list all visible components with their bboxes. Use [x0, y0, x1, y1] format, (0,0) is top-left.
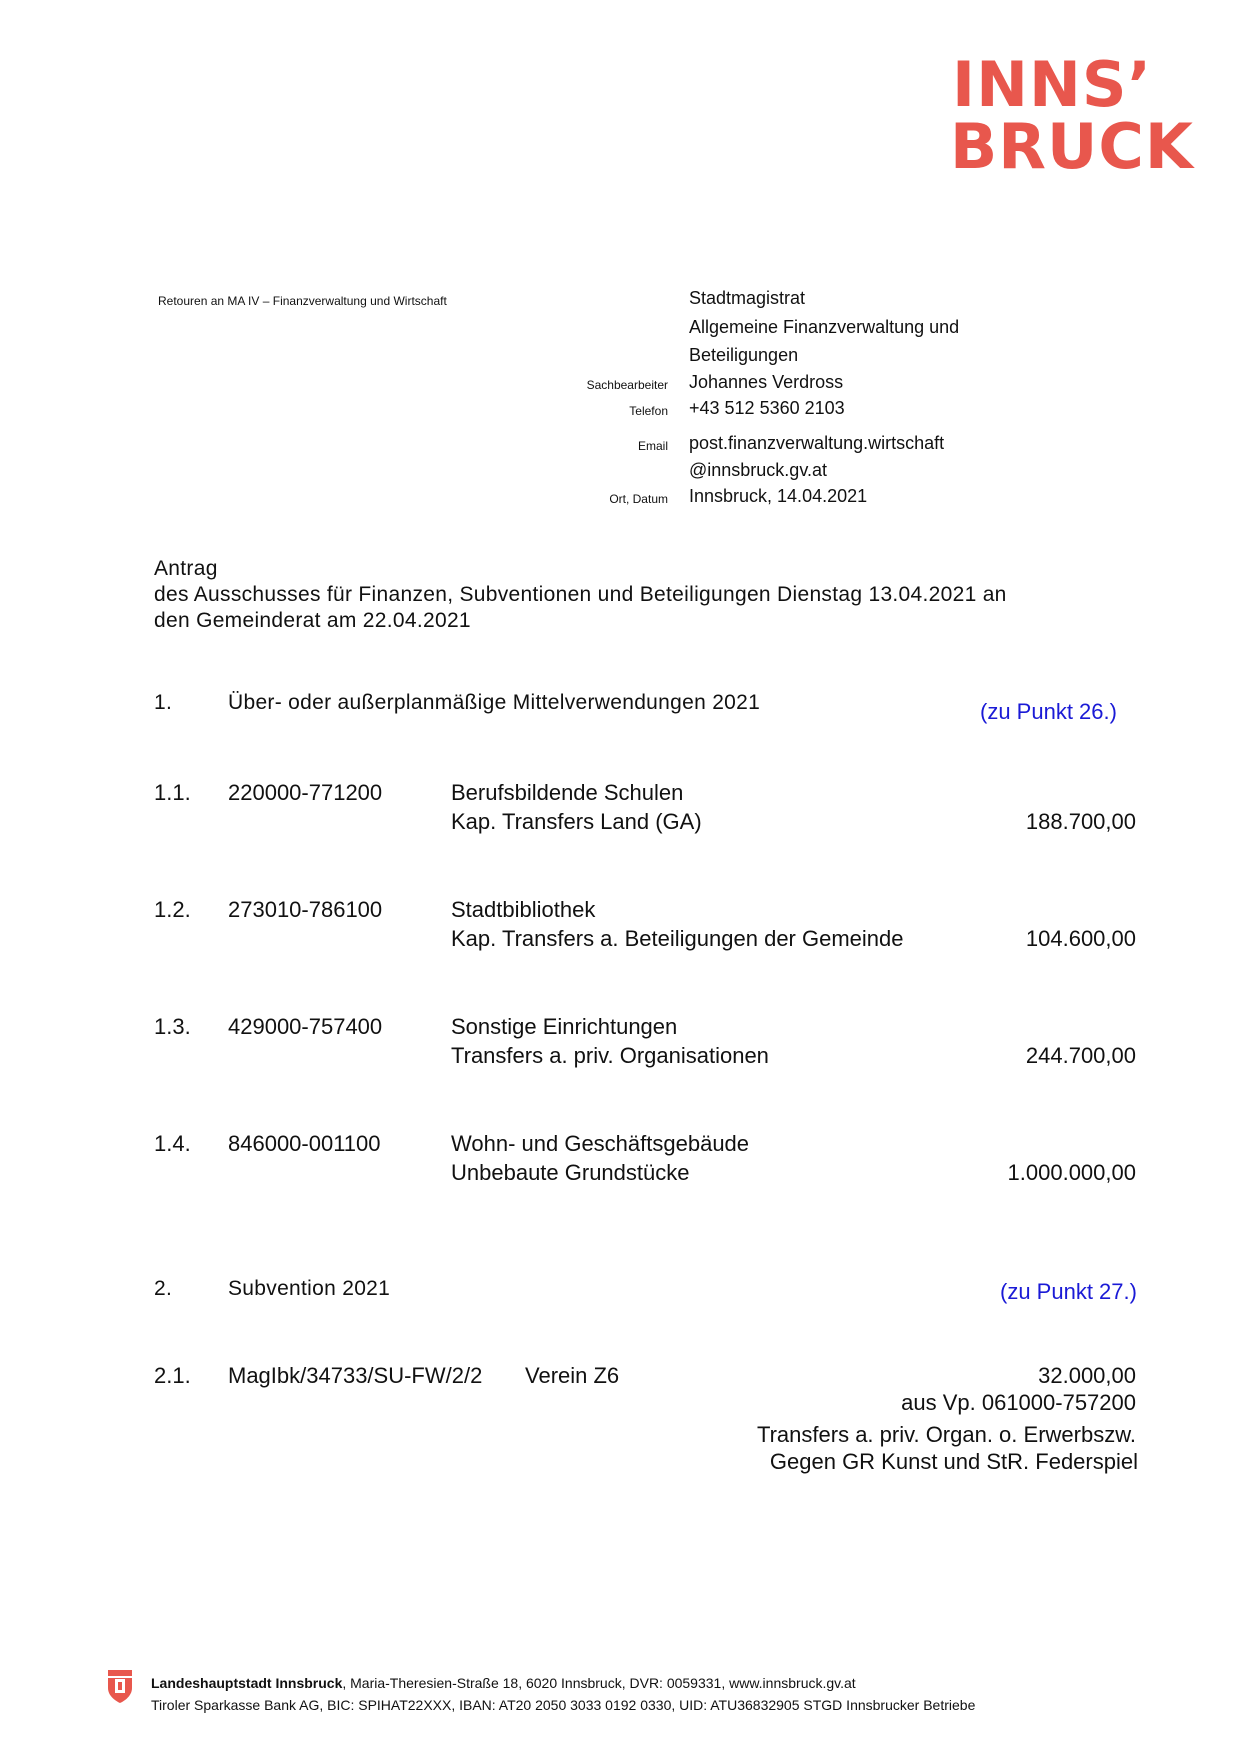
- item-account: 846000-001100: [228, 1131, 381, 1156]
- item-number: 2.1.: [154, 1363, 191, 1388]
- coat-of-arms-icon: [106, 1668, 134, 1704]
- section2-heading: Subvention 2021: [228, 1277, 391, 1300]
- item-line1: Wohn- und Geschäftsgebäude: [451, 1131, 750, 1156]
- subsidy-recipient: Verein Z6: [525, 1363, 620, 1388]
- title-line2: des Ausschusses für Finanzen, Subventionen und Beteiligungen Dienstag 13.04.2021 an: [154, 583, 1007, 606]
- logo-line1: INNS’: [952, 48, 1153, 121]
- item-line2: Kap. Transfers a. Beteiligungen der Gemeinde: [451, 926, 904, 951]
- item-number: 1.3.: [154, 1014, 191, 1039]
- item-line2: Kap. Transfers Land (GA): [451, 809, 702, 834]
- item-amount: 104.600,00: [1025, 926, 1136, 951]
- section2-ref: (zu Punkt 27.): [1000, 1279, 1137, 1304]
- item-account: 429000-757400: [228, 1014, 383, 1039]
- section1-ref: (zu Punkt 26.): [980, 699, 1117, 724]
- item-amount: 188.700,00: [1025, 809, 1136, 834]
- email-line1: post.finanzverwaltung.wirtschaft: [689, 433, 945, 453]
- subsidy-amount: 32.000,00: [1038, 1363, 1136, 1388]
- subsidy-source: aus Vp. 061000-757200: [901, 1390, 1136, 1415]
- footer-city-name: Landeshauptstadt Innsbruck: [151, 1675, 343, 1691]
- item-amount: 1.000.000,00: [1007, 1160, 1136, 1185]
- dept-line3: Beteiligungen: [689, 345, 799, 365]
- label-place-date: Ort, Datum: [609, 492, 668, 506]
- label-email: Email: [637, 439, 668, 453]
- dept-line2: Allgemeine Finanzverwaltung und: [689, 317, 960, 337]
- subsidy-reference: MagIbk/34733/SU-FW/2/2: [228, 1363, 483, 1388]
- item-line2: Transfers a. priv. Organisationen: [451, 1043, 769, 1068]
- item-number: 1.4.: [154, 1131, 191, 1156]
- item-account: 220000-771200: [228, 780, 383, 805]
- item-amount: 244.700,00: [1025, 1043, 1136, 1068]
- subsidy-desc2: Gegen GR Kunst und StR. Federspiel: [769, 1449, 1138, 1474]
- item-number: 1.1.: [154, 780, 191, 805]
- item-number: 1.2.: [154, 897, 191, 922]
- clerk-name: Johannes Verdross: [689, 372, 844, 392]
- email-line2: @innsbruck.gv.at: [689, 460, 827, 480]
- item-line1: Sonstige Einrichtungen: [451, 1014, 678, 1039]
- section1-number: 1.: [154, 691, 173, 714]
- footer-line1: [151, 1675, 856, 1691]
- return-address: Retouren an MA IV – Finanzverwaltung und Wirtschaft: [158, 294, 447, 308]
- innsbruck-logo: [950, 48, 1194, 184]
- title-line1: Antrag: [154, 557, 218, 580]
- phone-number: +43 512 5360 2103: [689, 398, 845, 418]
- title-line3: den Gemeinderat am 22.04.2021: [154, 609, 471, 632]
- item-line1: Stadtbibliothek: [451, 897, 596, 922]
- footer-address: , Maria-Theresien-Straße 18, 6020 Innsbruck, DVR: 0059331, www.innsbruck.gv.at: [342, 1675, 856, 1691]
- label-clerk: Sachbearbeiter: [586, 378, 668, 392]
- item-line1: Berufsbildende Schulen: [451, 780, 684, 805]
- dept-line1: Stadtmagistrat: [689, 288, 806, 308]
- footer-line2: Tiroler Sparkasse Bank AG, BIC: SPIHAT22XXX, IBAN: AT20 2050 3033 0192 0330, UID: ATU36832905 STGD Innsbrucker Betriebe: [151, 1697, 976, 1713]
- logo-line2: BRUCK: [950, 110, 1194, 183]
- subsidy-desc1: Transfers a. priv. Organ. o. Erwerbszw.: [756, 1422, 1136, 1447]
- place-date: Innsbruck, 14.04.2021: [689, 486, 868, 506]
- item-account: 273010-786100: [228, 897, 383, 922]
- section2-number: 2.: [154, 1277, 173, 1300]
- section1-heading: Über- oder außerplanmäßige Mittelverwendungen 2021: [228, 691, 761, 714]
- item-line2: Unbebaute Grundstücke: [451, 1160, 690, 1185]
- label-phone: Telefon: [629, 404, 668, 418]
